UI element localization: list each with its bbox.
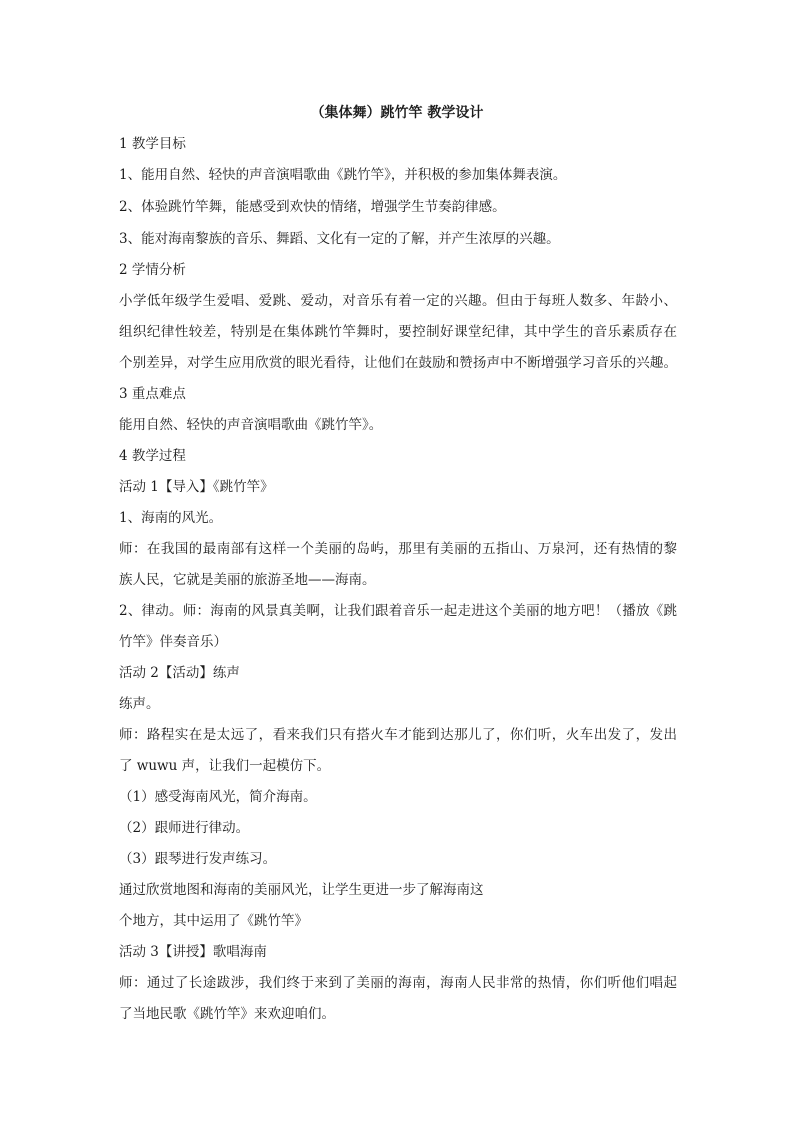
paragraph: 能用自然、轻快的声音演唱歌曲《跳竹竿》。 [119, 417, 383, 433]
activity-heading: 活动 2【活动】练声 [119, 665, 240, 681]
section-heading-objectives: 1 教学目标 [119, 136, 186, 152]
paragraph: 练声。 [119, 696, 160, 712]
paragraph: 个别差异，对学生应用欣赏的眼光看待，让他们在鼓励和赞扬声中不断增强学习音乐的兴趣。 [119, 355, 677, 371]
paragraph: 了当地民歌《跳竹竿》来欢迎咱们。 [119, 1006, 335, 1022]
paragraph: 个地方，其中运用了《跳竹竿》 [119, 913, 308, 929]
paragraph: 1、能用自然、轻快的声音演唱歌曲《跳竹竿》，并积极的参加集体舞表演。 [119, 167, 567, 183]
paragraph: 3、能对海南黎族的音乐、舞蹈、文化有一定的了解，并产生浓厚的兴趣。 [119, 231, 560, 247]
paragraph: 师：路程实在是太远了，看来我们只有搭火车才能到达那儿了，你们听，火车出发了，发出 [119, 727, 677, 743]
list-item: （2）跟师进行律动。 [119, 820, 250, 836]
paragraph: 组织纪律性较差，特别是在集体跳竹竿舞时，要控制好课堂纪律，其中学生的音乐素质存在 [119, 324, 677, 340]
document-title: （集体舞）跳竹竿 教学设计 [310, 105, 484, 121]
paragraph: 1、海南的风光。 [119, 510, 223, 526]
section-heading-process: 4 教学过程 [119, 448, 186, 464]
section-heading-analysis: 2 学情分析 [119, 262, 186, 278]
paragraph: 2、律动。师：海南的风景真美啊，让我们跟着音乐一起走进这个美丽的地方吧！（播放《跳 [119, 603, 677, 619]
paragraph: 师：在我国的最南部有这样一个美丽的岛屿，那里有美丽的五指山、万泉河，还有热情的黎 [119, 541, 677, 557]
paragraph: 师：通过了长途跋涉，我们终于来到了美丽的海南，海南人民非常的热情，你们听他们唱起 [119, 975, 677, 991]
paragraph: 小学低年级学生爱唱、爱跳、爱动，对音乐有着一定的兴趣。但由于每班人数多、年龄小、 [119, 293, 677, 309]
activity-heading: 活动 3【讲授】歌唱海南 [119, 944, 267, 960]
paragraph: 通过欣赏地图和海南的美丽风光，让学生更进一步了解海南这 [119, 882, 484, 898]
list-item: （1）感受海南风光，简介海南。 [119, 789, 317, 805]
activity-heading: 活动 1【导入】《跳竹竿》 [119, 479, 274, 495]
paragraph: 了 wuwu 声，让我们一起模仿下。 [119, 758, 331, 774]
paragraph: 竹竿》伴奏音乐） [119, 634, 227, 650]
paragraph: 族人民，它就是美丽的旅游圣地——海南。 [119, 572, 376, 588]
paragraph: 2、体验跳竹竿舞，能感受到欢快的情绪，增强学生节奏韵律感。 [119, 199, 506, 215]
list-item: （3）跟琴进行发声练习。 [119, 851, 277, 867]
section-heading-key-points: 3 重点难点 [119, 386, 186, 402]
